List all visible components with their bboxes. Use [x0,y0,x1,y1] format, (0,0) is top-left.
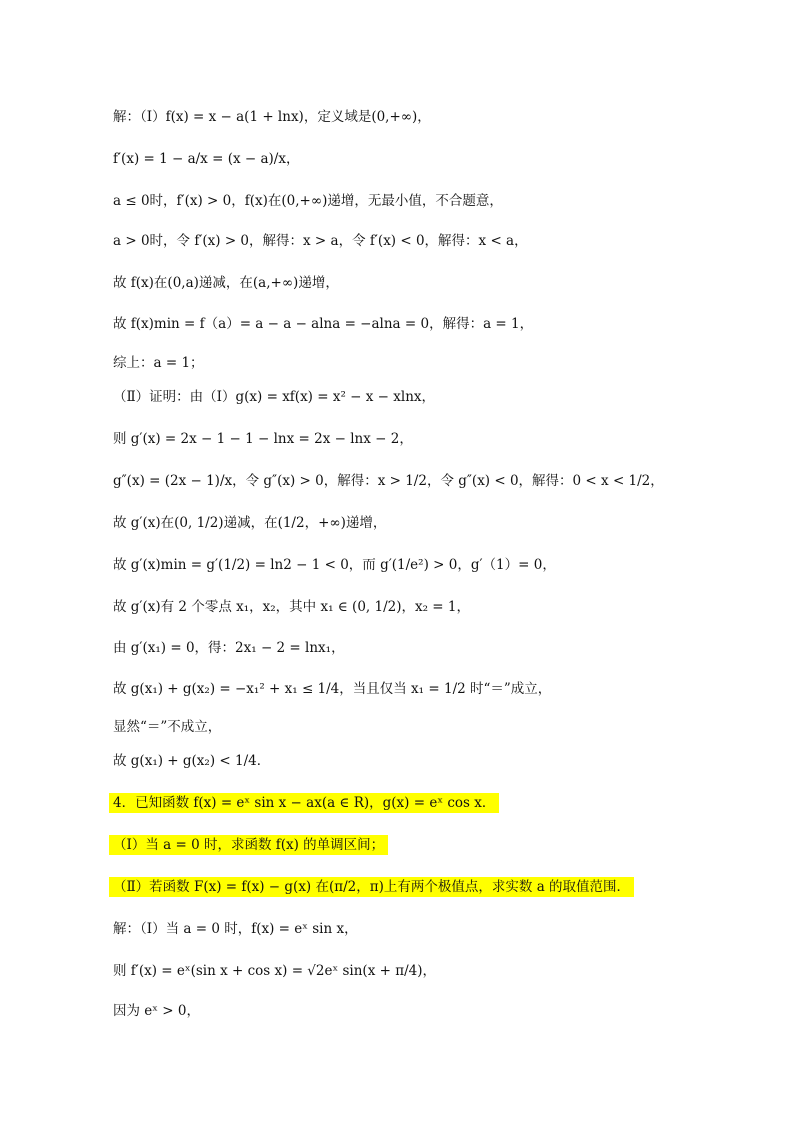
solution-line: a > 0时，令 f′(x) > 0，解得：x > a，令 f′(x) < 0，解得：x < a， [113,233,528,249]
solution-line: 解：（Ⅰ）f(x) = x − a(1 + lnx)，定义域是(0,+∞)， [113,109,431,125]
solution-line: a ≤ 0时，f′(x) > 0，f(x)在(0,+∞)递增，无最小值，不合题意， [113,193,503,209]
solution-line: 故 g(x₁) + g(x₂) < 1/4． [113,753,271,769]
solution-line: f′(x) = 1 − a/x = (x − a)/x， [113,151,300,167]
solution-line: 故 g′(x)在(0, 1/2)递减，在(1/2，+∞)递增， [113,515,387,531]
problem-part-1 [113,834,388,856]
problem-part-2 [113,876,634,898]
solution-line: 故 g′(x)有 2 个零点 x₁，x₂，其中 x₁ ∈ (0, 1/2)，x₂ = 1， [113,599,470,615]
solution-line: 显然“＝”不成立， [113,719,222,735]
solution-line: 故 f(x)min = f（a）= a − a − alna = −alna = 0，解得：a = 1， [113,316,534,332]
solution-line: 解：（Ⅰ）当 a = 0 时，f(x) = eˣ sin x， [113,921,358,937]
highlighted-text: （Ⅱ）若函数 F(x) = f(x) − g(x) 在(π/2，π)上有两个极值点，求实数 a 的取值范围． [109,877,634,897]
solution-line: 故 f(x)在(0,a)递减，在(a,+∞)递增， [113,275,339,291]
solution-line: 则 g′(x) = 2x − 1 − 1 − lnx = 2x − lnx − 2， [113,431,413,447]
solution-line: 故 g′(x)min = g′(1/2) = ln2 − 1 < 0，而 g′(1/e²) > 0，g′（1）= 0， [113,557,556,573]
solution-line: 因为 eˣ > 0， [113,1003,200,1019]
solution-line: （Ⅱ）证明：由（Ⅰ）g(x) = xf(x) = x² − x − xlnx， [113,389,436,405]
solution-line: 综上：a = 1； [113,355,204,371]
problem-stem [113,792,499,814]
solution-line: 故 g(x₁) + g(x₂) = −x₁² + x₁ ≤ 1/4，当且仅当 x₁ = 1/2 时“＝”成立， [113,681,552,697]
solution-line: g″(x) = (2x − 1)/x，令 g″(x) > 0，解得：x > 1/2，令 g″(x) < 0，解得：0 < x < 1/2， [113,473,664,489]
solution-line: 由 g′(x₁) = 0，得：2x₁ − 2 = lnx₁， [113,640,345,656]
highlighted-text: （Ⅰ）当 a = 0 时，求函数 f(x) 的单调区间； [109,835,388,855]
highlighted-text: 4．已知函数 f(x) = eˣ sin x − ax(a ∈ R)，g(x) = eˣ cos x． [109,793,499,813]
solution-line: 则 f′(x) = eˣ(sin x + cos x) = √2eˣ sin(x + π/4)， [113,963,436,979]
